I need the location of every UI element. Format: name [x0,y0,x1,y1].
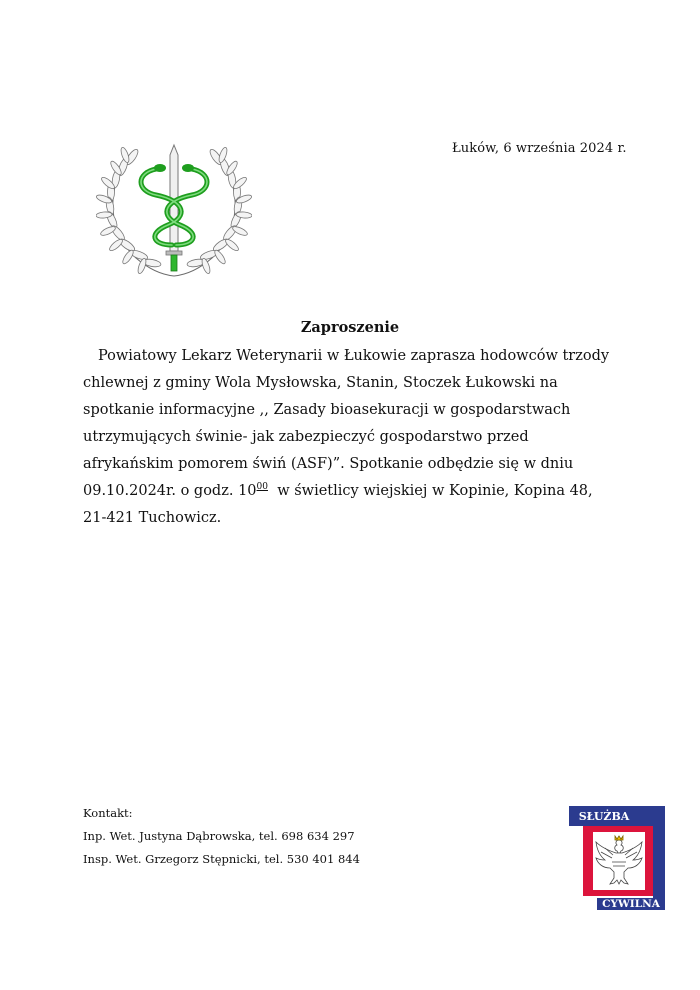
body-line: chlewnej z gminy Wola Mysłowska, Stanin, Stoczek Łukowski na [83,375,558,391]
document-date: Łuków, 6 września 2024 r. [452,141,627,156]
body-line: utrzymujących świnie- jak zabezpieczyć gospodarstwo przed [83,429,529,445]
contact-heading: Kontakt: [83,806,133,820]
meeting-location: w świetlicy wiejskiej w Kopinie, Kopina 48, [267,483,593,499]
body-line: 21-421 Tuchowicz. [83,510,222,526]
body-line: afrykańskim pomorem świń (ASF)”. Spotkanie odbędzie się w dniu [83,456,574,472]
meeting-date-time: 09.10.2024r. o godz. 10 [83,483,257,499]
time-minutes-superscript: 00 [256,482,268,492]
document-title: Zaproszenie [300,319,400,336]
civil-service-logo [567,806,667,910]
veterinary-caduceus-wreath-icon [96,133,252,281]
contact-section [83,802,360,871]
body-line: Powiatowy Lekarz Weterynarii w Łukowie zaprasza hodowców trzody [98,348,610,364]
civil-service-bottom-text: CYWILNA [602,898,660,910]
civil-service-top-text: SŁUŻBA [578,810,630,823]
body-line: spotkanie informacyjne ,, Zasady bioasekuracji w gospodarstwach [83,402,571,418]
body-line-meeting-time [83,478,623,505]
contact-person: Inp. Wet. Justyna Dąbrowska, tel. 698 634 297 [83,829,355,843]
document-body [83,343,623,532]
contact-person: Insp. Wet. Grzegorz Stępnicki, tel. 530 401 844 [83,852,360,866]
